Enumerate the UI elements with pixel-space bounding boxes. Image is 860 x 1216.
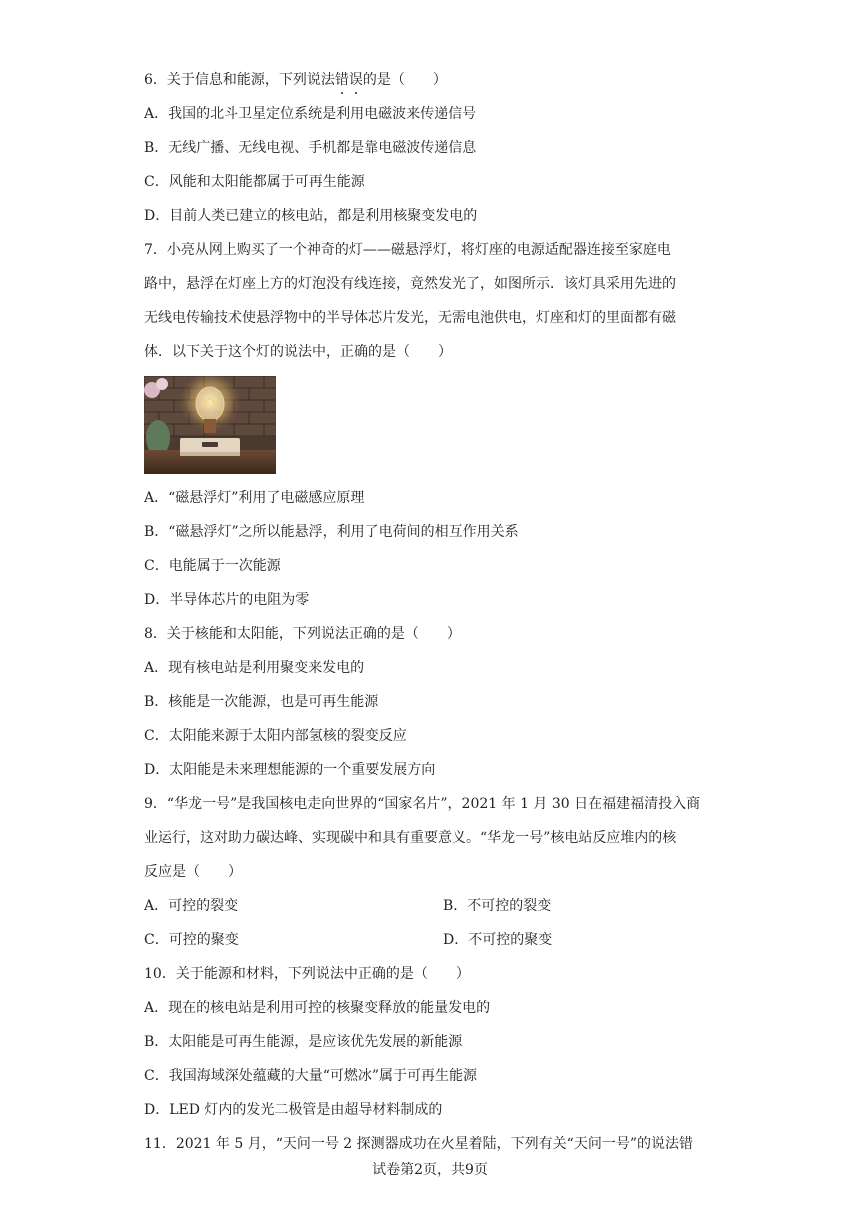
question-9-option-c: C．可控的聚变: [144, 932, 239, 948]
question-6-stem-text: 6．关于信息和能源，下列说法: [144, 72, 335, 88]
emphasis-char: 误: [348, 72, 363, 88]
question-8-stem: 8．关于核能和太阳能，下列说法正确的是（ ）: [144, 626, 461, 642]
question-8-option-a: A．现有核电站是利用聚变来发电的: [144, 660, 365, 676]
question-6-option-c: C．风能和太阳能都属于可再生能源: [144, 174, 365, 190]
levitating-lamp-image: [144, 376, 276, 474]
question-9-stem-line-1: 9．“华龙一号”是我国核电走向世界的“国家名片”，2021 年 1 月 30 日在福建福清投入商: [144, 796, 701, 812]
question-6-option-b: B．无线广播、无线电视、手机都是靠电磁波传递信息: [144, 140, 477, 156]
question-6-option-a: A．我国的北斗卫星定位系统是利用电磁波来传递信号: [144, 106, 477, 122]
question-9-option-a: A．可控的裂变: [144, 898, 239, 914]
question-10-option-b: B．太阳能是可再生能源，是应该优先发展的新能源: [144, 1034, 463, 1050]
question-7-stem-line-3: 无线电传输技术使悬浮物中的半导体芯片发光，无需电池供电，灯座和灯的里面都有磁: [144, 310, 676, 326]
question-8-option-b: B．核能是一次能源，也是可再生能源: [144, 694, 379, 710]
question-9-option-d: D．不可控的聚变: [443, 932, 553, 948]
question-10-option-d: D．LED 灯内的发光二极管是由超导材料制成的: [144, 1102, 443, 1118]
page-footer: 试卷第2页，共9页: [372, 1162, 488, 1178]
question-6-stem: [144, 70, 447, 90]
question-10-option-c: C．我国海域深处蕴藏的大量“可燃冰”属于可再生能源: [144, 1068, 478, 1084]
question-9-option-b: B．不可控的裂变: [443, 898, 552, 914]
question-8-option-d: D．太阳能是未来理想能源的一个重要发展方向: [144, 762, 436, 778]
question-6-option-d: D．目前人类已建立的核电站，都是利用核聚变发电的: [144, 208, 478, 224]
question-7-stem-line-2: 路中，悬浮在灯座上方的灯泡没有线连接，竟然发光了，如图所示．该灯具采用先进的: [144, 276, 676, 292]
question-9-stem-line-3: 反应是（ ）: [144, 864, 242, 880]
question-11-stem-line-1: 11．2021 年 5 月，“天问一号 2 探测器成功在火星着陆，下列有关“天问一号”的说法错: [144, 1136, 693, 1152]
question-7-stem-line-1: 7．小亮从网上购买了一个神奇的灯——磁悬浮灯，将灯座的电源适配器连接至家庭电: [144, 242, 671, 258]
question-6-stem-tail: 的是（ ）: [362, 72, 447, 88]
question-7-stem-line-4: 体．以下关于这个灯的说法中，正确的是（ ）: [144, 344, 452, 360]
question-8-option-c: C．太阳能来源于太阳内部氢核的裂变反应: [144, 728, 407, 744]
question-7-option-b: B．“磁悬浮灯”之所以能悬浮，利用了电荷间的相互作用关系: [144, 524, 519, 540]
question-10-option-a: A．现在的核电站是利用可控的核聚变释放的能量发电的: [144, 1000, 491, 1016]
question-9-stem-line-2: 业运行，这对助力碳达峰、实现碳中和具有重要意义。“华龙一号”核电站反应堆内的核: [144, 830, 677, 846]
emphasis-char: 错: [334, 72, 349, 88]
question-7-option-d: D．半导体芯片的电阻为零: [144, 592, 310, 608]
question-7-option-a: A．“磁悬浮灯”利用了电磁感应原理: [144, 490, 365, 506]
question-10-stem: 10．关于能源和材料，下列说法中正确的是（ ）: [144, 966, 470, 982]
question-7-option-c: C．电能属于一次能源: [144, 558, 281, 574]
